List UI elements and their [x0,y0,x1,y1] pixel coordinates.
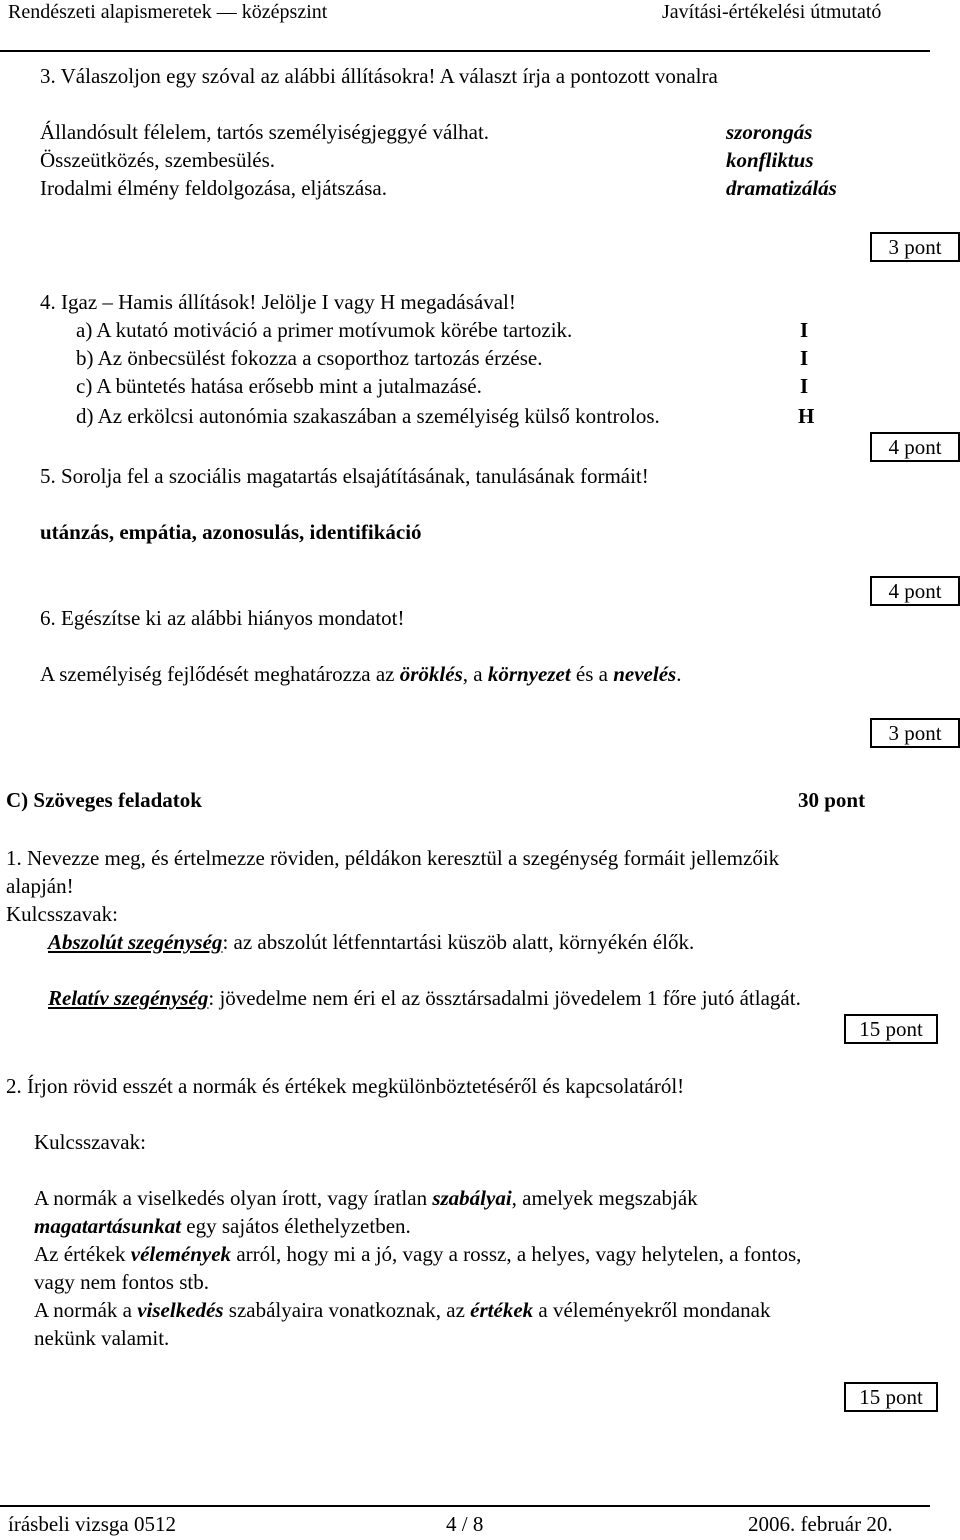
footer-page-number: 4 / 8 [446,1512,484,1536]
q4-answer-a: I [800,318,809,342]
c2-p1-text-a: A normák a viselkedés olyan írott, vagy íratlan [34,1186,433,1210]
q6-text-1: A személyiség fejlődését meghatározza az [40,662,400,686]
q4-item-b: b) Az önbecsülést fokozza a csoporthoz tartozás érzése. [76,346,543,370]
c1-term-absolute: Abszolút szegénység [48,930,223,954]
c2-p2-text-a: Az értékek [34,1242,131,1266]
c1-term-relative: Relatív szegénység [48,986,209,1010]
q4-item-a: a) A kutató motiváció a primer motívumok körébe tartozik. [76,318,573,342]
q3-answer-3: dramatizálás [726,176,837,200]
c2-p2-text-c: arról, hogy mi a jó, vagy a rossz, a helyes, vagy helytelen, a fontos, [231,1242,802,1266]
q4-item-d: d) Az erkölcsi autonómia szakaszában a személyiség külső kontrolos. [76,404,660,428]
section-c-title: C) Szöveges feladatok [6,788,202,812]
c1-def-relative: : jövedelme nem éri el az össztársadalmi jövedelem 1 főre jutó átlagát. [208,986,801,1010]
c2-p3-text-a: A normák a [34,1298,138,1322]
q4-answer-d: H [798,404,815,428]
c2-para-3-line-2: nekünk valamit. [34,1326,170,1350]
q6-points-box: 3 pont [870,718,960,748]
c2-para-1-line-2 [34,1214,411,1239]
c2-para-3-line-1 [34,1298,770,1323]
q6-word-1: öröklés [399,662,463,686]
header-right: Javítási-értékelési útmutató [662,1,882,23]
q6-sentence [40,662,681,687]
c1-item-relative [48,986,801,1011]
q3-statement-3: Irodalmi élmény feldolgozása, eljátszása. [40,176,387,200]
c2-title: 2. Írjon rövid esszét a normák és értékek megkülönböztetéséről és kapcsolatáról! [6,1074,685,1098]
footer-rule [0,1505,930,1507]
q6-word-2: környezet [487,662,571,686]
q6-word-3: nevelés [613,662,677,686]
c2-p1-text-e: egy sajátos élethelyzetben. [181,1214,411,1238]
c2-p3-bold-behavior: viselkedés [137,1298,224,1322]
q6-text-4: . [676,662,682,686]
c2-para-2-line-2: vagy nem fontos stb. [34,1270,209,1294]
q3-statement-2: Összeütközés, szembesülés. [40,148,276,172]
c1-keywords-label: Kulcsszavak: [6,902,118,926]
q3-answer-1: szorongás [726,120,813,144]
c2-p1-bold-rules: szabályai [432,1186,512,1210]
c2-para-1-line-1 [34,1186,698,1211]
c1-title-line-1: 1. Nevezze meg, és értelmezze röviden, példákon keresztül a szegénység formáit jellemzőik [6,846,780,870]
q5-answer: utánzás, empátia, azonosulás, identifikáció [40,520,422,544]
q6-title: 6. Egészítse ki az alábbi hiányos mondatot! [40,606,405,630]
c2-p3-bold-values: értékek [470,1298,534,1322]
q5-points-box: 4 pont [870,576,960,606]
q3-points-box: 3 pont [870,232,960,262]
c1-title-line-2: alapján! [6,874,74,898]
c2-points-box: 15 pont [844,1382,938,1412]
q4-points-box: 4 pont [870,432,960,462]
section-c-points: 30 pont [798,788,866,812]
header-left: Rendészeti alapismeretek — középszint [8,1,328,23]
q3-title: 3. Válaszoljon egy szóval az alábbi állításokra! A választ írja a pontozott vonalra [40,64,718,88]
q4-item-c: c) A büntetés hatása erősebb mint a jutalmazásé. [76,374,482,398]
c1-def-absolute: : az abszolút létfenntartási küszöb alatt, környékén élők. [222,930,695,954]
q3-statement-1: Állandósult félelem, tartós személyiségjeggyé válhat. [40,120,490,144]
footer-left: írásbeli vizsga 0512 [8,1512,176,1536]
c2-p1-bold-behavior: magatartásunkat [34,1214,182,1238]
q5-title: 5. Sorolja fel a szociális magatartás elsajátításának, tanulásának formáit! [40,464,649,488]
c2-para-2-line-1 [34,1242,801,1267]
q4-answer-c: I [800,374,809,398]
c1-points-box: 15 pont [844,1014,938,1044]
c1-item-absolute [48,930,694,955]
c2-p3-text-e: a véleményekről mondanak [533,1298,771,1322]
header-rule [0,50,930,52]
c2-p3-text-c: szabályaira vonatkoznak, az [223,1298,471,1322]
q6-text-2: , a [462,662,488,686]
c2-keywords-label: Kulcsszavak: [34,1130,146,1154]
q3-answer-2: konfliktus [726,148,814,172]
q4-answer-b: I [800,346,809,370]
c2-p2-bold-opinions: vélemények [130,1242,232,1266]
footer-right: 2006. február 20. [748,1512,893,1536]
c2-p1-text-c: , amelyek megszabják [511,1186,698,1210]
q6-text-3: és a [570,662,614,686]
q4-title: 4. Igaz – Hamis állítások! Jelölje I vagy H megadásával! [40,290,516,314]
